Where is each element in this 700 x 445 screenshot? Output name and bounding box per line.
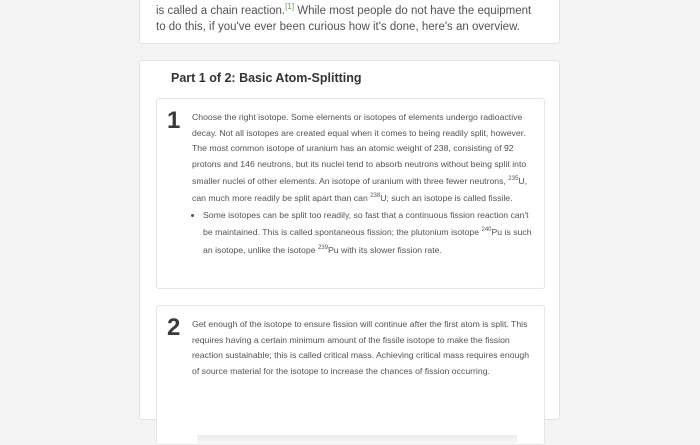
step-card-1 (156, 98, 545, 289)
step-paragraph (170, 110, 536, 207)
citation-link[interactable]: [1] (285, 2, 295, 11)
isotope-superscript: 238 (370, 193, 381, 200)
list-item (203, 208, 536, 258)
intro-paragraph (156, 0, 543, 35)
method-section (139, 60, 560, 420)
isotope-superscript: 240 (481, 227, 492, 234)
step-number: 2 (167, 314, 181, 341)
isotope-symbol: Pu (327, 244, 339, 255)
intro-text-after: While most people do not have the equipment to do this, if you've ever been curious how it's done, here's an overview. (156, 4, 532, 33)
bullet-text-part: is such an isotope, unlike the isotope (203, 227, 532, 255)
step-text-part: , can much more readily be split apart than can (192, 175, 528, 204)
intro-card (139, 0, 560, 44)
isotope-symbol: U (380, 193, 387, 204)
cut-off-bullet (197, 435, 517, 445)
intro-text-before: is called a chain reaction. (156, 4, 286, 17)
isotope-superscript: 239 (317, 244, 328, 251)
step-number: 1 (167, 107, 181, 134)
bullet-text-part: Some isotopes can be split too readily, so fast that a continuous fission reaction can't be maintained. This is called spontaneous fission; the plutonium isotope (203, 209, 529, 238)
step-text-part: Choose the right isotope. Some elements or isotopes of elements undergo radioactive decay. Not all isotopes are created equal when it comes to being readily split, however. The most common isotope of uranium has an atomic weight of 238, consisting of 92 protons and 146 neutrons, but its nuclei tend to absorb neutrons without being split into smaller nuclei of other elements. An isotope of uranium with three fewer neutrons, (192, 112, 527, 186)
step-text (170, 317, 536, 379)
step-text-part: ; such an isotope is called fissile. (386, 193, 513, 204)
isotope-symbol: Pu (491, 227, 503, 238)
isotope-symbol: U (518, 175, 525, 186)
bullet-text-part: with its slower fission rate. (338, 244, 442, 255)
step-bullets (170, 208, 536, 258)
part-title: Part 1 of 2: Basic Atom-Splitting (171, 71, 362, 85)
isotope-superscript: 235 (508, 176, 519, 182)
step-text (170, 110, 536, 258)
step-card-2 (156, 305, 545, 445)
step-paragraph: Get enough of the isotope to ensure fission will continue after the first atom is split. This requires having a certain minimum amount of the fissile isotope to make the fission reaction sustainable; this is called critical mass. Achieving critical mass requires enough of source material for the isotope to increase the chances of fission occurring. (192, 319, 530, 376)
